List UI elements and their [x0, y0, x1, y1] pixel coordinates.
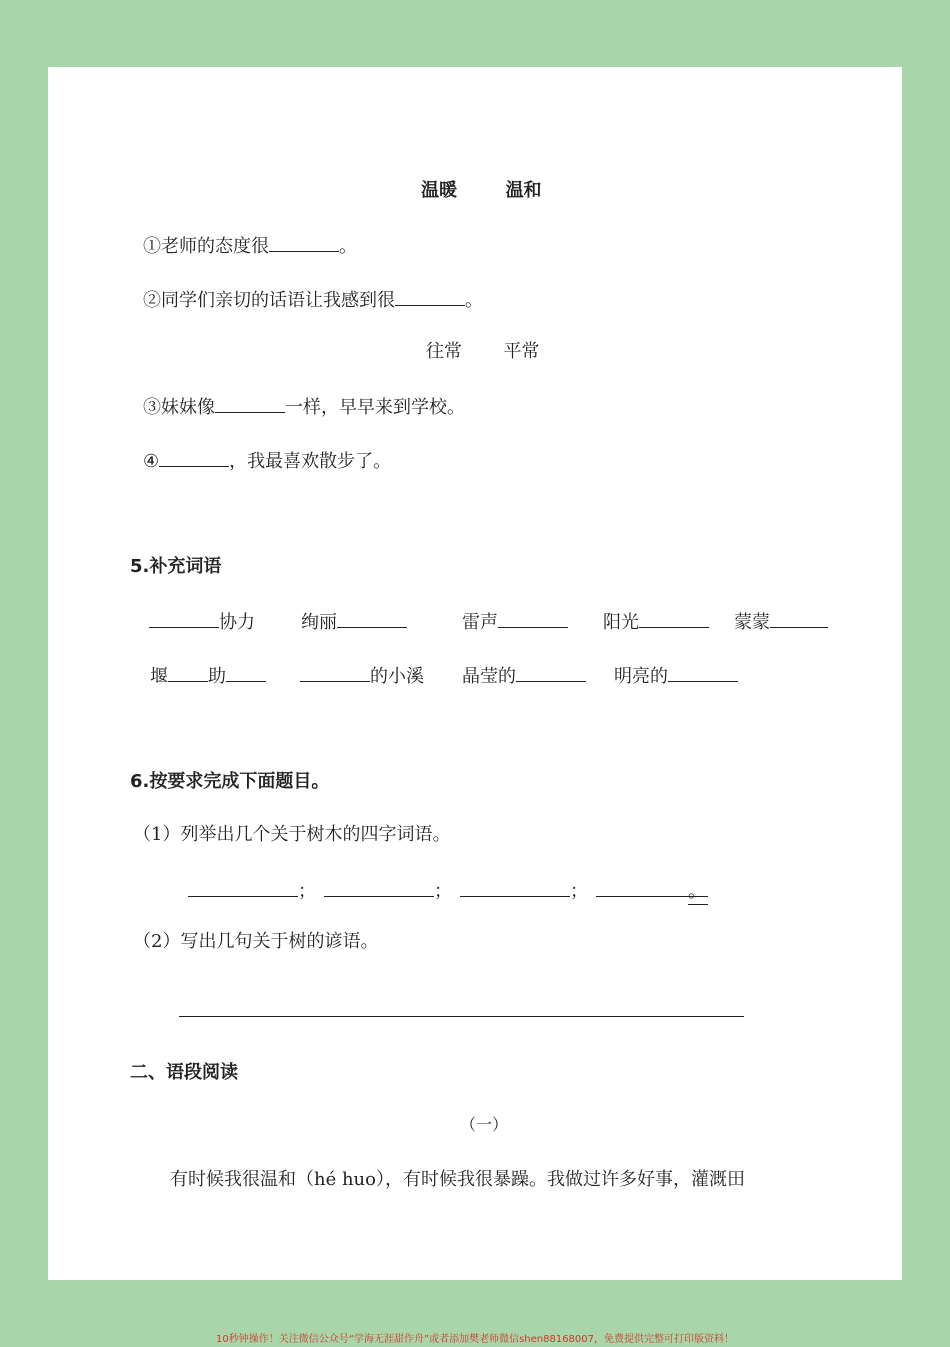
- answer-blank[interactable]: [300, 663, 370, 682]
- word-choice: 往常: [426, 341, 462, 362]
- fill-word-item: 阳光: [603, 609, 709, 635]
- fill-word-item: 蒙蒙: [734, 609, 828, 635]
- section-5-title: 5.补充词语: [130, 556, 222, 577]
- worksheet-page: [48, 67, 902, 1280]
- word-choice: 温和: [505, 180, 542, 201]
- fill-word-item: 明亮的: [614, 663, 738, 689]
- proverb-answer-line[interactable]: [179, 1016, 744, 1017]
- reading-section-title: 二、语段阅读: [130, 1062, 238, 1083]
- answer-blank[interactable]: [324, 878, 434, 897]
- promo-footer: 10秒钟操作！关注微信公众号“学海无涯甜作舟”或者添加樊老师微信shen88168007，免费提供完整可打印版资料！: [215, 1334, 735, 1345]
- answer-blank[interactable]: [188, 878, 298, 897]
- answer-blank[interactable]: [168, 663, 208, 682]
- question-3: ③妹妹像 一样，早早来到学校。: [143, 394, 465, 420]
- answer-blank[interactable]: [337, 609, 407, 628]
- four-char-word-blanks: ； ； ； 。: [188, 878, 708, 905]
- answer-blank[interactable]: [639, 609, 709, 628]
- answer-blank[interactable]: [516, 663, 586, 682]
- fill-word-row-2: 堰 助: [150, 663, 266, 689]
- fill-word-item: 晶莹的: [462, 663, 586, 689]
- word-choice: 平常: [503, 341, 540, 362]
- answer-blank[interactable]: [498, 609, 568, 628]
- reading-paragraph: 有时候我很温和（hé huo），有时候我很暴躁。我做过许多好事，灌溉田: [170, 1169, 745, 1190]
- question-1: ①老师的态度很 。: [143, 233, 357, 259]
- fill-word-row-1: 协力: [149, 609, 255, 635]
- reading-passage-number: （一）: [460, 1115, 509, 1134]
- answer-blank[interactable]: [159, 448, 229, 467]
- answer-blank[interactable]: [149, 609, 219, 628]
- answer-blank[interactable]: [460, 878, 570, 897]
- answer-blank[interactable]: [395, 287, 465, 306]
- question-4: ④ ，我最喜欢散步了。: [143, 448, 391, 474]
- word-choices-1: [421, 179, 542, 203]
- answer-blank[interactable]: [770, 609, 828, 628]
- answer-blank[interactable]: [226, 663, 266, 682]
- question-2: ②同学们亲切的话语让我感到很 。: [143, 287, 483, 313]
- word-choice: 温暖: [421, 180, 457, 201]
- section-6-question-2: （2）写出几句关于树的谚语。: [133, 931, 379, 952]
- section-6-title: 6.按要求完成下面题目。: [130, 771, 330, 792]
- answer-blank[interactable]: [215, 394, 285, 413]
- section-6-question-1: （1）列举出几个关于树木的四字词语。: [133, 824, 451, 845]
- fill-word-item: 绚丽: [301, 609, 407, 635]
- fill-word-item: 的小溪: [300, 663, 424, 689]
- answer-blank[interactable]: [269, 233, 339, 252]
- fill-word-item: 雷声: [462, 609, 568, 635]
- word-choices-2: [426, 340, 539, 364]
- answer-blank[interactable]: [668, 663, 738, 682]
